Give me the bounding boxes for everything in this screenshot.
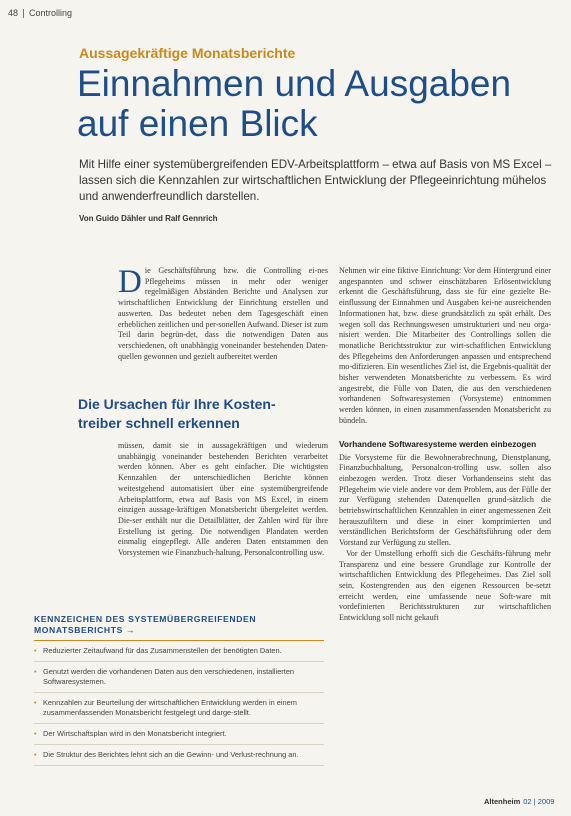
list-item-text: Der Wirtschaftsplan wird in den Monatsbericht integriert. bbox=[43, 729, 227, 738]
body-column-left-bottom bbox=[118, 441, 328, 559]
list-item-text: Genutzt werden die vorhandenen Daten aus den verschiedenen, installierten Softwaresystemen. bbox=[43, 667, 295, 686]
drop-cap: D bbox=[118, 264, 142, 300]
section-heading: Vorhandene Softwaresysteme werden einbezogen bbox=[339, 438, 537, 449]
section-name: Controlling bbox=[29, 8, 73, 18]
running-header bbox=[8, 8, 72, 18]
article-kicker: Aussagekräftige Monatsberichte bbox=[79, 45, 296, 61]
bullet-icon: • bbox=[34, 729, 37, 738]
issue-number: 02 | 2009 bbox=[523, 797, 555, 806]
body-paragraph-2: müssen, damit sie in aussagekräftigen und wiederum unabhängig voneinander bestehenden Berichten verarbeitet werden können. Aber es geht einfacher. Die wichtigsten Kennzahlen der unterschiedlichen Berichte können weitestgehend automatisiert über eine systemübergreifende Arbeitsplattform, etwa auf Basis von MS Excel, in einem einzigen aussage-kräftigen Monatsbericht übergeleitet werden. Die-ser enthält nur die Detailblätter, der Zahlen wird für ihre Erstellung ist gering. Die notwendigen Plandaten werden einmalig eingepflegt. Alle anderen Daten entstammen den Vorsystemen wie Finanzbuch-haltung, Personalcontrolling usw. bbox=[118, 441, 328, 558]
info-box bbox=[34, 614, 324, 766]
list-item-text: Kennzahlen zur Beurteilung der wirtschaftlichen Entwicklung werden in einem zusammenfassenden Monatsbericht festgelegt und darge-stellt. bbox=[43, 698, 297, 717]
list-item bbox=[34, 662, 324, 693]
list-item bbox=[34, 724, 324, 745]
article-title bbox=[77, 64, 547, 144]
list-item bbox=[34, 745, 324, 766]
body-column-left-top bbox=[118, 266, 328, 362]
bullet-icon: • bbox=[34, 667, 37, 676]
list-item-text: Die Struktur des Berichtes lehnt sich an die Gewinn- und Verlust-rechnung an. bbox=[43, 750, 299, 759]
magazine-name: Altenheim bbox=[484, 797, 521, 806]
body-paragraph-5: Vor der Umstellung erhofft sich die Geschäfts-führung mehr Transparenz und eine bessere Grundlage zur Kontrolle der wirtschaftlichen Entwicklung des Pflegeheimes. Das Ziel soll sein, Kostengrenden aus den eigenen Ressourcen be-setzt erreicht werden, eine umfassende neue Soft-ware mit vordefinierten Berichtsstrukturen zur wirtschaftlichen Entwicklung soll nicht gekauft bbox=[339, 548, 551, 623]
header-divider bbox=[23, 9, 24, 18]
page-footer bbox=[484, 797, 554, 806]
subheading: Die Ursachen für Ihre Kosten-treiber schnell erkennen bbox=[78, 396, 276, 431]
info-box-list bbox=[34, 641, 324, 766]
intro-text: ie Geschäftsführung bzw. die Controlling ei-nes Pflegeheims müssen in mehr oder weniger regelmäßigen Abständen Berichte und Analysen zur wirtschaftlichen Entwicklung der Einrichtung erstellen und auswerten. Das bedeutet neben dem Tagesgeschäft einen erheblichen zeitlichen und per-sonellen Aufwand. Dieser ist zum Teil darin begrün-det, dass die notwendigen Daten aus verschiedenen, oft unabhängig voneinander bestehenden Daten-quellen gewonnen und gezielt aufbereitet werden bbox=[118, 266, 328, 361]
body-column-right bbox=[339, 266, 551, 624]
info-box-heading: KENNZEICHEN DES SYSTEMÜBERGREIFENDEN MONATSBERICHTS → bbox=[34, 614, 324, 641]
article-lead: Mit Hilfe einer systemübergreifenden EDV-Arbeitsplattform – etwa auf Basis von MS Excel – lassen sich die Kennzahlen zur wirtschaftlichen Entwicklung der Pflegeeinrichtung mühelos und anwenderfreundlich darstellen. bbox=[79, 158, 552, 203]
author-byline: Von Guido Dähler und Ralf Gennrich bbox=[79, 214, 218, 223]
bullet-icon: • bbox=[34, 750, 37, 759]
list-item-text: Reduzierter Zeitaufwand für das Zusammenstellen der benötigten Daten. bbox=[43, 646, 282, 655]
title-line-1: Einnahmen und Ausgaben bbox=[77, 63, 512, 104]
intro-paragraph bbox=[118, 266, 328, 362]
list-item bbox=[34, 641, 324, 662]
title-line-2: auf einen Blick bbox=[77, 103, 318, 144]
list-item bbox=[34, 693, 324, 724]
body-paragraph-4: Die Vorsysteme für die Bewohnerabrechnung, Dienstplanung, Finanzbuchhaltung, Personalcon-trolling usw. sollen also einbezogen werden. Trotz dieser Vorhandenseins steht das Pflegeheim wie viele andere vor dem Problem, aus der Fülle der zur Verfügung stehenden Datenquellen grund-sätzlich die betriebswirtschaftlichen Kennzahlen in einer angemessenen Zeit herauszufiltern und diese in einer komprimierten und verständlichen Berichtsform der Geschäftsführung oder dem Vorstand zur Verfügung zu stellen. bbox=[339, 452, 551, 548]
bullet-icon: • bbox=[34, 698, 37, 707]
page-number: 48 bbox=[8, 8, 19, 18]
body-paragraph-3: Nehmen wir eine fiktive Einrichtung: Vor dem Hintergrund einer angespannten und schwer einschätzbaren Erlösentwicklung erkennt die Geschäftsführung, dass sie für eine gezielte Be-einflussung der Einnahmen und Ausgaben kei-ne ausreichenden Informationen hat, bzw. diese grundsätzlich zu spät erhält. Des wegen soll das Rechnungswesen umstrukturiert und neu orga-nisiert werden. Die Mitarbeiter des Controllings sollen die monatliche Berichtsstruktur zur wirt-schaftlichen Entwicklung des Pflegeheims den Anforderungen anpassen und entsprechend mo-difizieren. Ein wesentliches Ziel ist, die Ergebnis-qualität der bisher verwendeten Monatsberichte zu verbessern. Es wird angestrebt, die Fülle von Daten, die aus den verschiedenen vorhandenen Softwaresystemen (Vorsysteme) entnommen werden können, in einen zusammenfassenden Monatsbericht zu bündeln. bbox=[339, 266, 551, 425]
bullet-icon: • bbox=[34, 646, 37, 655]
